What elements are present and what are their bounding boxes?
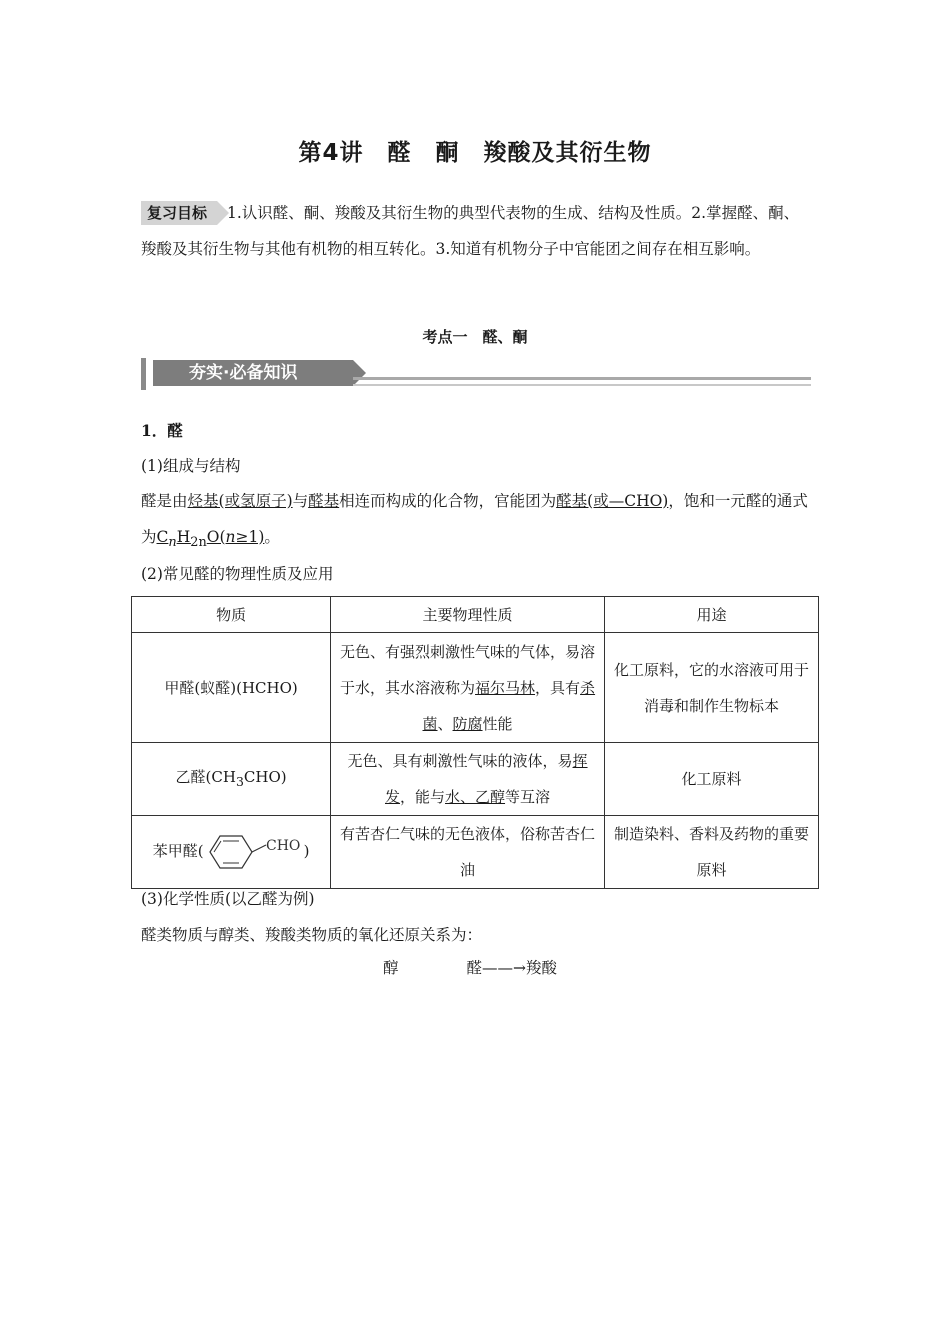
text: 无色、有强烈刺激性气味的气体，易溶于水，其水溶液称为	[340, 642, 596, 697]
formula-part: 2n	[190, 535, 207, 551]
formula-part: n	[168, 535, 177, 551]
page-title: 第4讲 醛 酮 羧酸及其衍生物	[298, 140, 652, 166]
answer-blank: 水、乙醇	[445, 788, 506, 806]
formula-part: n	[225, 528, 236, 546]
formula-part: O(	[206, 528, 226, 546]
table-cell: 化工原料，它的水溶液可用于消毒和制作生物标本	[604, 633, 818, 743]
cho-label: CHO	[265, 838, 300, 854]
answer-blank: 醛基	[308, 492, 340, 510]
aldehyde-definition	[141, 483, 813, 561]
table-header: 主要物理性质	[331, 597, 605, 633]
formula-part: H	[176, 528, 191, 546]
review-goals-text: 1.认识醛、酮、羧酸及其衍生物的典型代表物的生成、结构及性质。2.掌握醛、酮、羧酸及其衍生物与其他有机物的相互转化。3.知道有机物分子中官能团之间存在相互影响。	[141, 204, 800, 258]
table-header: 用途	[604, 597, 818, 633]
table-row	[132, 633, 819, 743]
text: CHO)	[243, 767, 287, 786]
text: ，饱和一元醛的通式为	[141, 492, 808, 546]
table-cell: 制造染料、香料及药物的重要原料	[604, 816, 818, 889]
text: ，具有	[535, 678, 581, 697]
section-heading-aldehyde: 1．醛	[141, 421, 183, 440]
answer-blank: 烃基(或氢原子)	[187, 492, 293, 510]
table-header: 物质	[132, 597, 331, 633]
answer-blank: 杀菌	[422, 678, 596, 733]
review-goals	[141, 195, 813, 267]
subsection-physical: (2)常见醛的物理性质及应用	[141, 565, 334, 583]
text: ，能与	[400, 788, 446, 806]
text: 苯甲醛(	[152, 842, 204, 860]
table-cell	[331, 743, 605, 816]
table-cell: 化工原料	[604, 743, 818, 816]
answer-blank: 醛基(或—CHO)	[556, 492, 669, 510]
banner-line	[353, 377, 811, 380]
text: 乙醛(CH	[175, 767, 236, 786]
relation-alcohol: 醇	[383, 959, 399, 977]
subsection-chemical: (3)化学性质(以乙醛为例)	[141, 890, 315, 908]
answer-blank: 挥发	[385, 752, 588, 806]
text: 与	[292, 492, 309, 510]
table-row	[132, 743, 819, 816]
text: 无色、具有刺激性气味的液体，易	[347, 752, 573, 770]
banner-line	[353, 384, 811, 386]
subsection-composition: (1)组成与结构	[141, 457, 241, 475]
text: 、	[437, 714, 453, 733]
text: )	[303, 842, 310, 860]
text: 性能	[482, 714, 513, 733]
formula-part: ≥1)	[235, 528, 265, 546]
table-header-row	[132, 597, 819, 633]
knowledge-banner	[141, 358, 811, 390]
table-cell: 甲醛(蚁醛)(HCHO)	[132, 633, 331, 743]
text: 。	[264, 528, 280, 546]
answer-blank: 防腐	[452, 714, 483, 733]
text: 等互溶	[505, 788, 551, 806]
text: 3	[235, 773, 244, 789]
general-formula	[156, 528, 265, 551]
banner-left-bar	[141, 358, 146, 390]
table-cell	[132, 816, 331, 889]
formula-part: C	[156, 528, 169, 546]
benzaldehyde-structure-icon	[204, 831, 304, 873]
table-row	[132, 816, 819, 889]
redox-relation	[383, 956, 557, 978]
banner-label: 夯实·必备知识	[153, 360, 353, 386]
table-cell	[331, 633, 605, 743]
redox-relation-text: 醛类物质与醇类、羧酸类物质的氧化还原关系为：	[141, 926, 483, 944]
relation-aldehyde: 醛——→	[466, 959, 527, 977]
kaodian-heading: 考点一 醛、酮	[422, 328, 528, 346]
aldehyde-properties-table	[131, 596, 819, 889]
review-goals-badge: 复习目标	[141, 201, 217, 225]
table-cell	[132, 743, 331, 816]
answer-blank: 福尔马林	[475, 678, 536, 697]
relation-acid: 羧酸	[526, 959, 558, 977]
text: 醛是由	[141, 492, 188, 510]
table-cell: 有苦杏仁气味的无色液体，俗称苦杏仁油	[331, 816, 605, 889]
text: 相连而构成的化合物，官能团为	[339, 492, 557, 510]
